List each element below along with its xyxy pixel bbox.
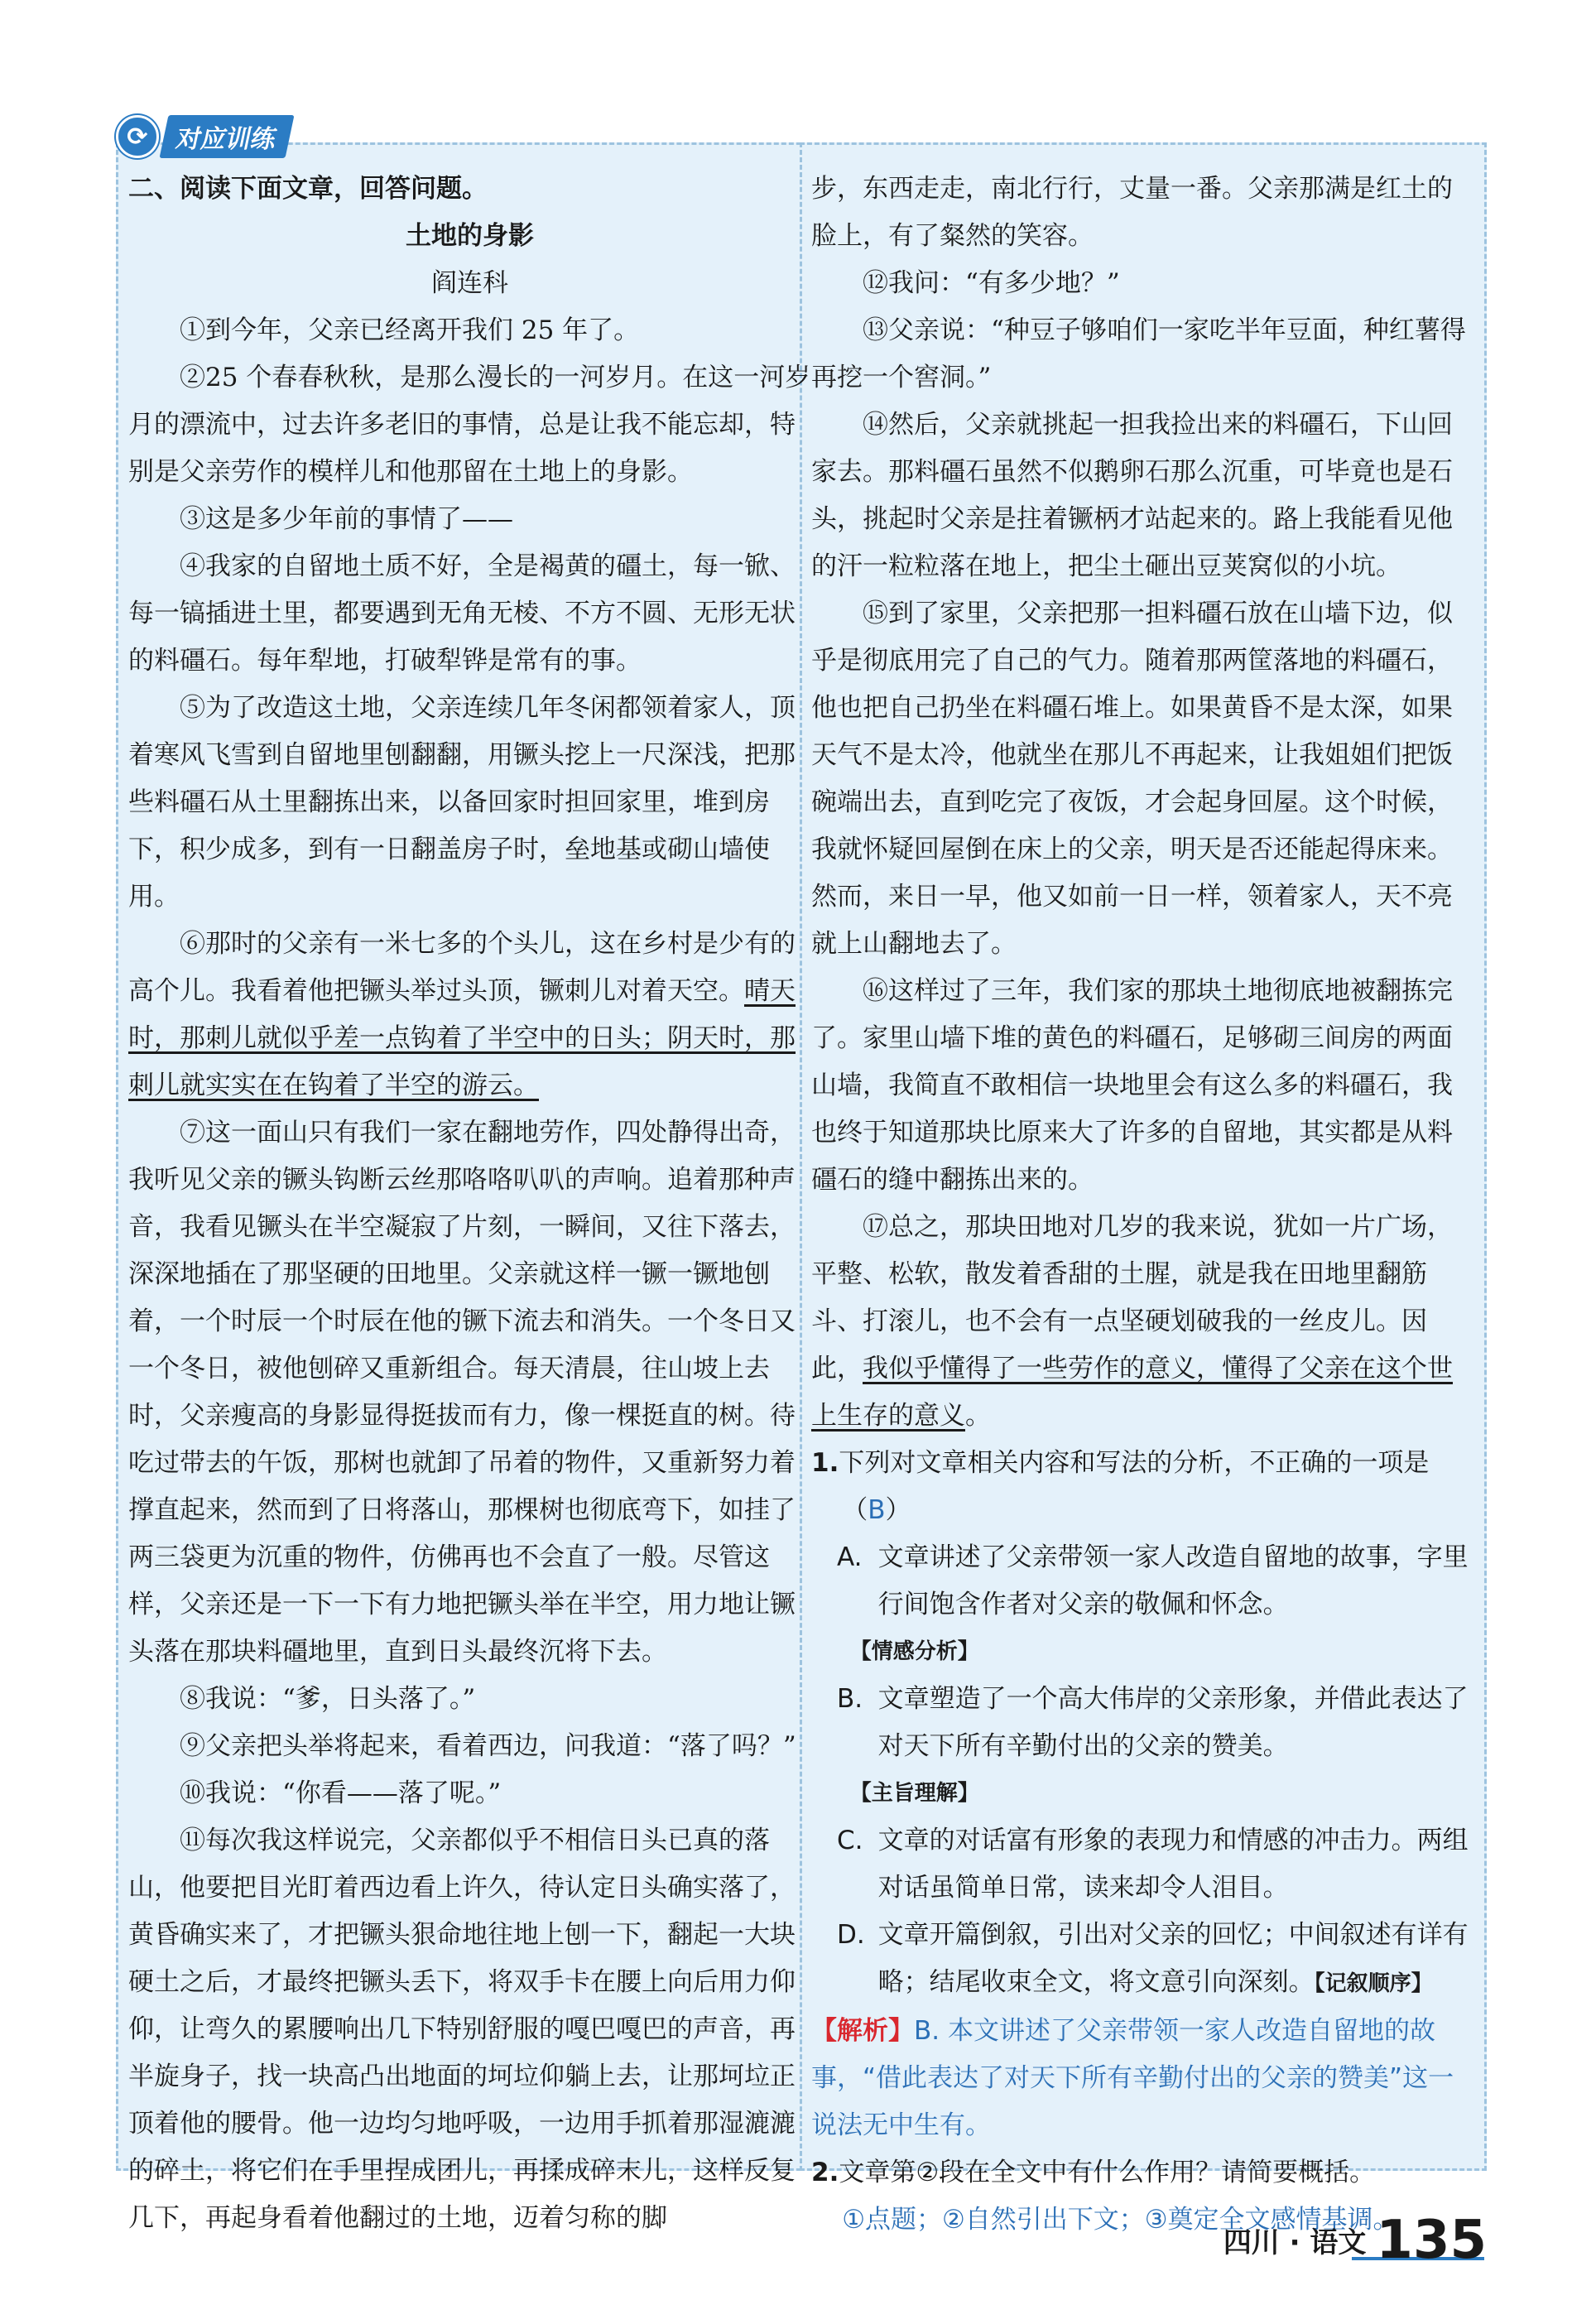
- paragraph-15: ⑮到了家里，父亲把那一担料礓石放在山墙下边，似乎是彻底用完了自己的气力。随着那两筐落地的料礓石，他也把自己扔坐在料礓石堆上。如果黄昏不是太深，如果天气不是太冷，他就坐在那儿不再起来，让我姐姐们把饭碗端出去，直到吃完了夜饭，才会起身回屋。这个时候，我就怀疑回屋倒在床上的父亲，明天是否还能起得床来。然而，来日一早，他又如前一日一样，领着家人，天不亮就上山翻地去了。: [811, 599, 1453, 959]
- question-1-close: ）: [885, 1495, 911, 1525]
- option-c-label: C.: [837, 1826, 863, 1855]
- paragraph-10: ⑩我说：“你看——落了呢。”: [180, 1778, 502, 1808]
- paragraph-12: ⑫我问：“有多少地？”: [863, 268, 1120, 298]
- question-1-stem: 下列对文章相关内容和写法的分析，不正确的一项是（: [839, 1448, 1430, 1525]
- paragraph-16: ⑯这样过了三年，我们家的那块土地彻底地被翻拣完了。家里山墙下堆的黄色的料礓石，足够砌三间房的两面山墙，我简直不敢相信一块地里会有这么多的料礓石，我也终于知道那块比原来大了许多的自留地，其实都是从料礓石的缝中翻拣出来的。: [811, 976, 1453, 1195]
- option-d-tag: 【记叙顺序】: [1314, 1971, 1433, 1996]
- question-1-number: 1.: [811, 1448, 839, 1478]
- paragraph-7: ⑦这一面山只有我们一家在翻地劳作，四处静得出奇，我听见父亲的镢头钩断云丝那咯咯叭叭的声响。追着那种声音，我看见镢头在半空凝寂了片刻，一瞬间，又往下落去，深深地插在了那坚硬的田地里。父亲就这样一镢一镢地刨着，一个时辰一个时辰在他的镢下流去和消失。一个冬日又一个冬日，被他刨碎又重新组合。每天清晨，往山坡上去时，父亲瘦高的身影显得挺拔而有力，像一棵挺直的树。待吃过带去的午饭，那树也就卸了吊着的物件，又重新努力着撑直起来，然而到了日将落山，那棵树也彻底弯下，如挂了两三袋更为沉重的物件，仿佛再也不会直了一般。尽管这样，父亲还是一下一下有力地把镢头举在半空，用力地让镢头落在那块料礓地里，直到日头最终沉将下去。: [128, 1118, 796, 1667]
- option-d-label: D.: [837, 1920, 865, 1950]
- page-footer: [1223, 2210, 1487, 2271]
- analysis: [811, 2008, 1473, 2149]
- left-column: [128, 166, 811, 2242]
- page-number: 135: [1376, 2210, 1487, 2271]
- section-heading: 二、阅读下面文章，回答问题。: [128, 174, 488, 204]
- paragraph-17: [811, 1204, 1473, 1440]
- paragraph-17-underlined: 我似乎懂得了一些劳作的意义，懂得了父亲在这个世上生存的意义: [811, 1354, 1453, 1431]
- badge-label: 对应训练: [159, 115, 294, 158]
- option-a-tag: 【情感分析】: [849, 1639, 979, 1664]
- question-2-stem: 文章第②段在全文中有什么作用？请简要概括。: [839, 2158, 1376, 2187]
- article-title: 土地的身影: [406, 221, 534, 251]
- option-a-label: A.: [837, 1542, 863, 1572]
- paragraph-17-end: 。: [965, 1401, 991, 1431]
- paragraph-2: ②25 个春春秋秋，是那么漫长的一河岁月。在这一河岁月的漂流中，过去许多老旧的事情，总是让我不能忘却，特别是父亲劳作的模样儿和他那留在土地上的身影。: [128, 363, 811, 487]
- option-a-text: 文章讲述了父亲带领一家人改造自留地的故事，字里行间饱含作者对父亲的敬佩和怀念。: [877, 1542, 1469, 1619]
- option-b: [811, 1676, 1473, 1770]
- option-c-text: 文章的对话富有形象的表现力和情感的冲击力。两组对话虽简单日常，读来却令人泪目。: [877, 1826, 1469, 1903]
- analysis-text: B. 本文讲述了父亲带领一家人改造自留地的故事，“借此表达了对天下所有辛勤付出的父亲的赞美”这一说法无中生有。: [811, 2016, 1454, 2140]
- paragraph-11: ⑪每次我这样说完，父亲都似乎不相信日头已真的落山，他要把目光盯着西边看上许久，待认定日头确实落了，黄昏确实来了，才把镢头狠命地往地上刨一下，翻起一大块硬土之后，才最终把镢头丢下，将双手卡在腰上向后用力仰仰，让弯久的累腰响出几下特别舒服的嘎巴嘎巴的声音，再半旋身子，找一块高凸出地面的坷垃仰躺上去，让那坷垃正顶着他的腰骨。他一边均匀地呼吸，一边用手抓着那湿漉漉的碎土，将它们在手里捏成团儿，再揉成碎末儿，这样反复几下，再起身看着他翻过的土地，迈着匀称的脚: [128, 1826, 796, 2233]
- section-badge: [116, 116, 290, 157]
- question-2-number: 2.: [811, 2158, 839, 2187]
- question-2-answer: ①点题；②自然引出下文；③奠定全文感情基调。: [842, 2205, 1399, 2235]
- paragraph-6-text: ⑥那时的父亲有一米七多的个头儿，这在乡村是少有的高个儿。我看着他把镢头举过头顶，镢刺儿对着天空。: [128, 929, 796, 1006]
- option-b-tag: 【主旨理解】: [849, 1781, 979, 1806]
- option-d-text: 文章开篇倒叙，引出对父亲的回忆；中间叙述有详有略；结尾收束全文，将文意引向深刻。: [877, 1920, 1469, 1997]
- paragraph-5: ⑤为了改造这土地，父亲连续几年冬闲都领着家人，顶着寒风飞雪到自留地里刨翻翻，用镢头挖上一尺深浅，把那些料礓石从土里翻拣出来，以备回家时担回家里，堆到房下，积少成多，到有一日翻盖房子时，垒地基或砌山墙使用。: [128, 693, 796, 912]
- refresh-icon: ⟳: [116, 115, 159, 158]
- paragraph-14: ⑭然后，父亲就挑起一担我捡出来的料礓石，下山回家去。那料礓石虽然不似鹅卵石那么沉重，可毕竟也是石头，挑起时父亲是拄着镢柄才站起来的。路上我能看见他的汗一粒粒落在地上，把尘土砸出豆荚窝似的小坑。: [811, 410, 1453, 581]
- paragraph-3: ③这是多少年前的事情了——: [180, 504, 513, 534]
- paragraph-9: ⑨父亲把头举将起来，看着西边，问我道：“落了吗？”: [180, 1731, 796, 1761]
- paragraph-4: ④我家的自留地土质不好，全是褐黄的礓土，每一锨、每一镐插进土里，都要遇到无角无棱、不方不圆、无形无状的料礓石。每年犁地，打破犁铧是常有的事。: [128, 551, 796, 676]
- right-column: [811, 166, 1473, 2244]
- option-a: [811, 1534, 1473, 1629]
- question-2: [811, 2149, 1473, 2197]
- paragraph-8: ⑧我说：“爹，日头落了。”: [180, 1684, 476, 1714]
- paragraph-1: ①到今年，父亲已经离开我们 25 年了。: [180, 315, 640, 345]
- option-c: [811, 1817, 1473, 1912]
- article-author: 阎连科: [431, 268, 508, 298]
- question-1: [811, 1440, 1473, 1534]
- paragraph-6: [128, 921, 811, 1109]
- paragraph-11-continued: 步，东西走走，南北行行，丈量一番。父亲那满是红土的脸上，有了粲然的笑容。: [811, 174, 1453, 251]
- analysis-label: 【解析】: [811, 2016, 914, 2046]
- paragraph-13: ⑬父亲说：“种豆子够咱们一家吃半年豆面，种红薯得再挖一个窖洞。”: [811, 315, 1466, 392]
- option-b-text: 文章塑造了一个高大伟岸的父亲形象，并借此表达了对天下所有辛勤付出的父亲的赞美。: [877, 1684, 1469, 1761]
- paragraph-6-underlined: 晴天时，那刺儿就似乎差一点钩着了半空中的日头；阴天时，那刺儿就实实在在钩着了半空的游云。: [128, 976, 796, 1100]
- option-b-label: B.: [837, 1684, 863, 1714]
- option-d: [811, 1912, 1473, 2008]
- paragraph-17-text: ⑰总之，那块田地对几岁的我来说，犹如一片广场，平整、松软，散发着香甜的土腥，就是我在田地里翻筋斗、打滚儿，也不会有一点坚硬划破我的一丝皮儿。因此，: [811, 1212, 1453, 1383]
- question-1-answer: B: [868, 1495, 886, 1525]
- footer-subject: 四川 · 语文: [1223, 2226, 1367, 2259]
